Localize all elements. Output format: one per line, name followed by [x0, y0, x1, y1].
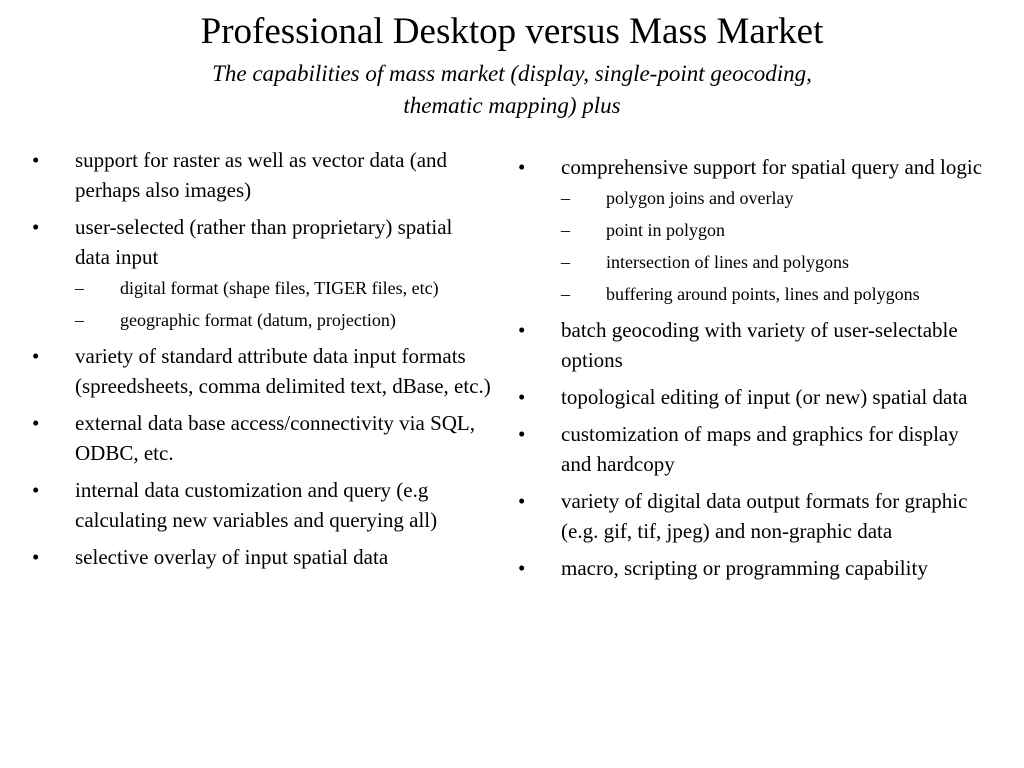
bullet-icon: • [32, 411, 40, 435]
sub-bullet-text: polygon joins and overlay [606, 188, 794, 208]
bullet-icon: • [32, 148, 40, 172]
bullet-text: support for raster as well as vector data (and perhaps also images) [75, 148, 448, 202]
sub-bullet-list [75, 275, 492, 334]
bullet-text: variety of standard attribute data input formats (spreedsheets, comma delimited text, dBase, etc.) [75, 344, 491, 398]
bullet-text: batch geocoding with variety of user-selectable options [561, 318, 958, 372]
dash-icon: – [561, 188, 570, 208]
bullet-item [518, 152, 988, 308]
bullet-icon: • [32, 344, 40, 368]
bullet-text: topological editing of input (or new) spatial data [561, 385, 968, 409]
sub-bullet-text: digital format (shape files, TIGER files, etc) [120, 278, 439, 298]
bullet-text: macro, scripting or programming capability [561, 556, 928, 580]
bullet-item [518, 553, 988, 583]
bullet-text: external data base access/connectivity via SQL, ODBC, etc. [75, 411, 476, 465]
bullet-item [518, 486, 988, 546]
bullet-item [32, 475, 492, 535]
bullet-icon: • [518, 489, 526, 513]
bullet-item [32, 341, 492, 401]
sub-bullet-item [561, 281, 988, 308]
bullet-item [518, 382, 988, 412]
dash-icon: – [75, 310, 84, 330]
bullet-text: comprehensive support for spatial query and logic [561, 155, 983, 179]
sub-bullet-item [561, 217, 988, 244]
slide-title: Professional Desktop versus Mass Market [200, 11, 824, 52]
sub-bullet-text: point in polygon [606, 220, 726, 240]
dash-icon: – [75, 278, 84, 298]
bullet-icon: • [518, 385, 526, 409]
bullet-item [32, 212, 492, 334]
subtitle-line-2: thematic mapping) plus [403, 93, 621, 118]
bullet-icon: • [518, 318, 526, 342]
bullet-item [32, 145, 492, 205]
bullet-text: user-selected (rather than proprietary) spatial data input [75, 215, 453, 269]
left-bullet-list [32, 145, 492, 579]
sub-bullet-item [561, 249, 988, 276]
slide-subtitle [0, 58, 1024, 122]
dash-icon: – [561, 252, 570, 272]
dash-icon: – [561, 220, 570, 240]
bullet-text: variety of digital data output formats for graphic (e.g. gif, tif, jpeg) and non-graphic data [561, 489, 968, 543]
sub-bullet-text: buffering around points, lines and polygons [606, 284, 920, 304]
bullet-icon: • [32, 478, 40, 502]
sub-bullet-text: intersection of lines and polygons [606, 252, 849, 272]
subtitle-line-1: The capabilities of mass market (display, single-point geocoding, [212, 61, 812, 86]
bullet-item [32, 408, 492, 468]
sub-bullet-item [75, 275, 492, 302]
bullet-item [518, 419, 988, 479]
sub-bullet-text: geographic format (datum, projection) [120, 310, 396, 330]
bullet-text: customization of maps and graphics for display and hardcopy [561, 422, 959, 476]
bullet-icon: • [32, 215, 40, 239]
bullet-item [518, 315, 988, 375]
bullet-text: internal data customization and query (e.g calculating new variables and querying all) [75, 478, 438, 532]
dash-icon: – [561, 284, 570, 304]
bullet-icon: • [518, 155, 526, 179]
sub-bullet-list [561, 185, 988, 308]
sub-bullet-item [561, 185, 988, 212]
right-bullet-list [518, 152, 988, 590]
bullet-icon: • [518, 422, 526, 446]
bullet-icon: • [32, 545, 40, 569]
bullet-item [32, 542, 492, 572]
bullet-icon: • [518, 556, 526, 580]
bullet-text: selective overlay of input spatial data [75, 545, 389, 569]
sub-bullet-item [75, 307, 492, 334]
